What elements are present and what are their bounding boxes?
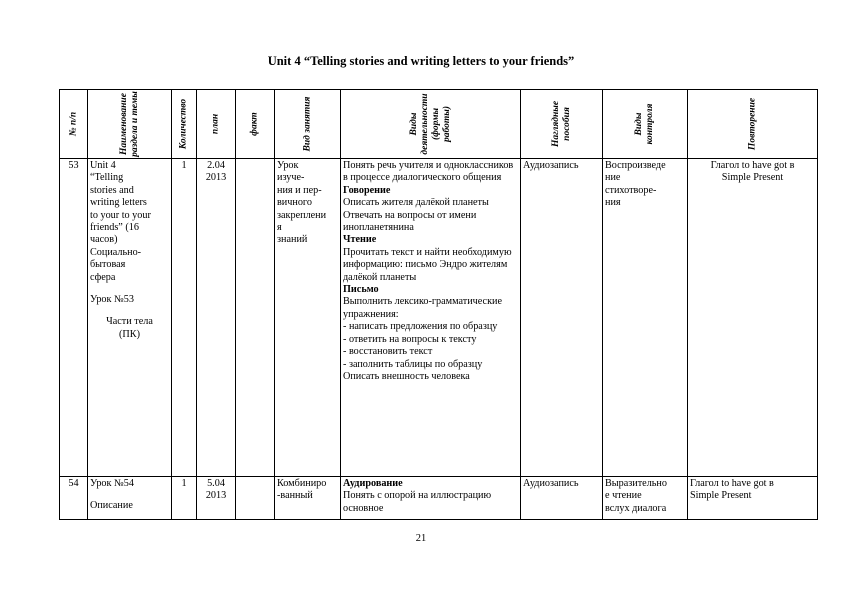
header-count: Количество	[172, 90, 197, 159]
table-row	[60, 159, 818, 477]
header-activity: Виды деятельности (формы работы)	[341, 90, 521, 159]
cell-activity: Понять речь учителя и одноклассников в процессе диалогического общения Говорение Описать жителя далёкой планеты Отвечать на вопросы от имени инопланетянина Чтение Прочитать текст и найти необходимую информацию: письмо Эндро жителям далёкой планеты Письмо Выполнить лексико-грамматические упражнения: - написать предложения по образцу - ответить на вопросы к тексту - восстановить текст - заполнить таблицы по образцу Описать внешность человека	[341, 159, 521, 477]
cell-repeat: Глагол to have got в Simple Present	[688, 159, 818, 477]
lesson-plan-table	[59, 89, 818, 520]
cell-name: Урок №54 Описание	[88, 477, 172, 520]
cell-visual: Аудиозапись	[521, 159, 603, 477]
cell-visual: Аудиозапись	[521, 477, 603, 520]
header-type: Вид занятия	[275, 90, 341, 159]
cell-date-fact	[236, 159, 275, 477]
header-num: № п/п	[60, 90, 88, 159]
cell-num: 53	[60, 159, 88, 477]
cell-control: Выразительно е чтение вслух диалога	[603, 477, 688, 520]
header-visual: Наглядные пособия	[521, 90, 603, 159]
page-number: 21	[415, 533, 427, 544]
lesson-number: Урок №53	[90, 294, 134, 306]
cell-activity: Аудирование Понять с опорой на иллюстрацию основное	[341, 477, 521, 520]
cell-date-plan: 5.04 2013	[197, 477, 236, 520]
cell-count: 1	[172, 477, 197, 520]
cell-num: 54	[60, 477, 88, 520]
cell-type: Урок изуче- ния и пер- вичного закреплени я знаний	[275, 159, 341, 477]
header-control: Виды контроля	[603, 90, 688, 159]
cell-count: 1	[172, 159, 197, 477]
header-date-fact: факт	[236, 90, 275, 159]
header-name: Наименование раздела и темы	[88, 90, 172, 159]
cell-repeat: Глагол to have got в Simple Present	[688, 477, 818, 520]
cell-type: Комбиниро -ванный	[275, 477, 341, 520]
header-date-plan: план	[197, 90, 236, 159]
header-repeat: Повторение	[688, 90, 818, 159]
cell-name: Unit 4 “Telling stories and writing letters to your to your friends” (16 часов) Социально- бытовая сфера Урок №53 Части тела (ПК)	[88, 159, 172, 477]
cell-date-fact	[236, 477, 275, 520]
document-title: Unit 4 “Telling stories and writing letters to your friends”	[267, 54, 575, 68]
cell-control: Воспроизведе ние стихотворе- ния	[603, 159, 688, 477]
table-row	[60, 477, 818, 520]
cell-date-plan: 2.04 2013	[197, 159, 236, 477]
header-row	[60, 90, 818, 159]
lesson-topic: Части тела	[106, 316, 153, 328]
